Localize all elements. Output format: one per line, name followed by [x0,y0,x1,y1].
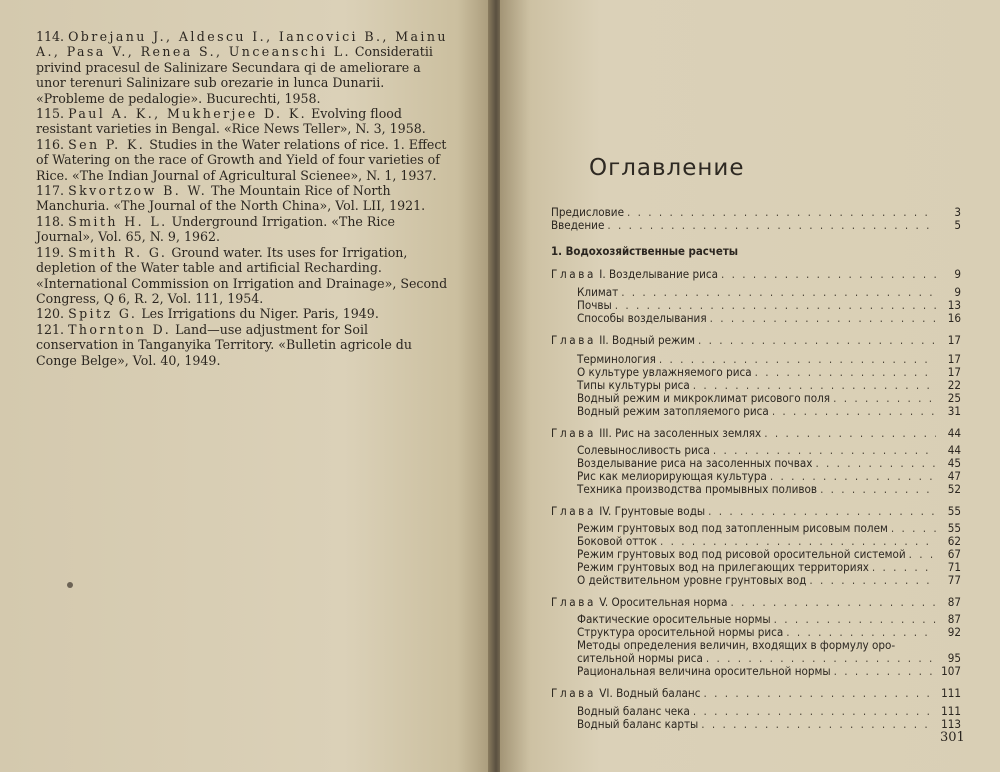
toc-title: Оглавление [589,155,745,181]
leader-dots [755,366,936,379]
toc-label: О культуре увлажняемого риса [577,365,752,379]
toc-label: Режим грунтовых вод на прилегающих территориях [577,560,869,574]
toc-page: 13 [947,298,961,312]
leader-dots [809,574,936,587]
toc-page: 55 [947,504,961,518]
toc-page: 87 [947,612,961,626]
table-of-contents [551,206,961,740]
toc-chapter[interactable] [551,596,961,609]
toc-label [551,687,700,700]
toc-label: Солевыносливость риса [577,443,710,457]
ref-author: Paul A. K., Mukherjee D. K. [68,106,308,122]
toc-subentry[interactable] [551,574,961,587]
toc-chapter[interactable] [551,505,961,518]
toc-label: Боковой отток [577,534,658,548]
toc-label [551,427,761,440]
toc-page: 62 [947,534,961,548]
leader-dots [909,548,936,561]
toc-page: 25 [947,391,961,405]
reference-114 [36,29,454,106]
ref-number: 120. [36,306,65,322]
toc-page: 87 [947,595,961,609]
ref-text: Ground water. Its uses for Irrigation, depletion of the Water table and artificial Recharding. «International Commission on Irrigation and Drainage», Second Congress, Q 6, R. 2, Vol. 111, 1954. [36,244,448,306]
chapter-word: Глава [551,426,596,440]
ref-text: The Mountain Rice of North Manchuria. «The Journal of the North China», Vol. LII, 1921. [36,183,426,214]
toc-page: 107 [941,664,961,678]
leader-dots [698,334,936,347]
reference-119 [36,245,454,307]
chapter-title: III. Рис на засоленных землях [599,426,762,440]
chapter-word: Глава [551,595,596,609]
toc-label [551,505,705,518]
chapter-title: V. Оросительная норма [599,595,728,609]
ref-author: Thornton D. [68,321,172,337]
ref-number: 115. [36,106,65,122]
page-number: 301 [940,730,965,745]
leader-dots [833,392,936,405]
toc-page: 5 [954,218,961,232]
toc-label [551,268,718,281]
toc-label: Техника производства промывных поливов [577,482,818,496]
ref-number: 119. [36,244,65,260]
ref-text: Land—use adjustment for Soil conservation in Tanganyika Territory. «Bulletin agricole du Conge Belge», Vol. 40, 1949. [36,321,412,368]
toc-page: 22 [947,378,961,392]
leader-dots [693,705,936,718]
toc-page: 67 [947,547,961,561]
reference-115 [36,106,454,137]
leader-dots [891,522,936,535]
toc-chapter[interactable] [551,334,961,347]
chapter-word: Глава [551,267,596,281]
ref-author: Spitz G. [68,306,138,322]
toc-label-cont: сительной нормы риса [577,651,703,665]
toc-subentry[interactable] [551,483,961,496]
leader-dots [710,312,936,325]
toc-subentry[interactable] [551,639,961,665]
toc-page: 45 [947,456,961,470]
toc-label: Терминология [577,352,656,366]
ref-number: 116. [36,136,65,152]
left-page [0,0,492,772]
toc-chapter[interactable] [551,427,961,440]
toc-chapter[interactable] [551,687,961,700]
toc-label: О действительном уровне грунтовых вод [577,573,807,587]
toc-page: 9 [954,267,961,281]
toc-page: 44 [947,443,961,457]
toc-label: Рис как мелиорирующая культура [577,469,767,483]
toc-page: 113 [941,717,961,731]
ref-author: Sen P. K. [68,136,146,152]
toc-label: Водный режим затопляемого риса [577,404,769,418]
leader-dots [764,427,936,440]
toc-page: 77 [947,573,961,587]
toc-label: Структура оросительной нормы риса [577,625,784,639]
leader-dots [703,687,936,700]
toc-subentry[interactable] [551,718,961,731]
ink-spot [67,582,73,588]
leader-dots [721,268,936,281]
bibliography-list [36,29,454,368]
chapter-word: Глава [551,333,596,347]
toc-page: 31 [947,404,961,418]
toc-label: Типы культуры риса [577,378,690,392]
leader-dots [621,286,936,299]
ref-author: Smith H. L. [68,213,168,229]
toc-subentry[interactable] [551,405,961,418]
toc-label: Фактические оросительные нормы [577,612,771,626]
leader-dots [708,505,936,518]
toc-page: 47 [947,469,961,483]
toc-page: 71 [947,560,961,574]
toc-page: 55 [947,521,961,535]
ref-text: Underground Irrigation. «The Rice Journal», Vol. 65, N. 9, 1962. [36,213,395,245]
toc-page: 3 [954,205,961,219]
toc-label: Способы возделывания [577,311,707,325]
toc-page: 17 [947,365,961,379]
chapter-word: Глава [551,504,596,518]
toc-label: Водный режим и микроклимат рисового поля [577,391,831,405]
ref-text: Studies in the Water relations of rice. 1. Effect of Watering on the race of Growth and Yield of four varieties of Rice. «The Indian Journal of Agricultural Scienee», N. 1, 1937. [36,136,447,183]
ref-text: Consideratii privind pracesul de Salinizare Secundara qi de ameliorare a unor terenuri Salinizare sub orezarie in lunca Dunarii. «Probleme de pedalogie». Bucurechti, 1958. [36,44,433,106]
leader-dots [815,457,936,470]
toc-label: Климат [577,285,619,299]
toc-page: 92 [947,625,961,639]
toc-label: Предисловие [551,205,625,219]
chapter-title: I. Возделывание риса [599,267,718,281]
ref-number: 117. [36,183,65,199]
ref-number: 118. [36,213,65,229]
ref-text: Evolving flood resistant varieties in Bengal. «Rice News Teller», N. 3, 1958. [36,106,426,137]
toc-page: 17 [947,333,961,347]
leader-dots [607,219,936,232]
chapter-word: Глава [551,686,596,700]
toc-page: 111 [941,704,961,718]
toc-subentry[interactable] [551,665,961,678]
leader-dots [730,596,936,609]
reference-118 [36,214,454,245]
toc-entry-introduction[interactable] [551,219,961,232]
toc-page: 95 [947,651,961,665]
toc-part-heading: 1. Водохозяйственные расчеты [551,244,739,258]
reference-120 [36,306,454,321]
toc-label: Режим грунтовых вод под рисовой оросительной системой [577,547,906,561]
toc-label: Водный баланс чека [577,704,690,718]
toc-label [551,334,695,347]
toc-subentry[interactable] [551,286,961,299]
chapter-title: IV. Грунтовые воды [599,504,706,518]
toc-label: Режим грунтовых вод под затопленным рисовым полем [577,521,888,535]
ref-text: Les Irrigations du Niger. Paris, 1949. [141,306,379,322]
toc-page: 44 [947,426,961,440]
toc-label: Почвы [577,298,612,312]
toc-chapters [551,268,961,740]
leader-dots [701,718,936,731]
toc-label: Рациональная величина оросительной нормы [577,664,831,678]
ref-author: Skvortzow B. W. [68,183,208,199]
leader-dots [774,613,936,626]
reference-121 [36,322,454,368]
toc-label: Введение [551,218,605,232]
toc-subentry[interactable] [551,312,961,325]
reference-117 [36,183,454,214]
toc-label: Методы определения величин, входящих в формулу оро- [577,638,896,652]
leader-dots [872,561,936,574]
ref-number: 121. [36,321,65,337]
toc-page: 17 [947,352,961,366]
toc-page: 111 [941,686,961,700]
leader-dots [820,483,936,496]
toc-page: 16 [947,311,961,325]
reference-116 [36,137,454,183]
ref-author: Obrejanu J., Aldescu I., Iancovici B., Mainu A., Pasa V., Renea S., Unceanschi L. [36,29,448,60]
chapter-title: II. Водный режим [599,333,696,347]
ref-number: 114. [36,29,65,44]
toc-label: Водный баланс карты [577,717,699,731]
toc-label: Возделывание риса на засоленных почвах [577,456,813,470]
toc-label [551,596,727,609]
toc-entry-preface[interactable] [551,206,961,219]
ref-author: Smith R. G. [68,244,168,260]
leader-dots [772,405,936,418]
toc-chapter[interactable] [551,268,961,281]
leader-dots [834,665,936,678]
chapter-title: VI. Водный баланс [599,686,701,700]
leader-dots [627,206,936,219]
toc-page: 52 [947,482,961,496]
toc-page: 9 [954,285,961,299]
